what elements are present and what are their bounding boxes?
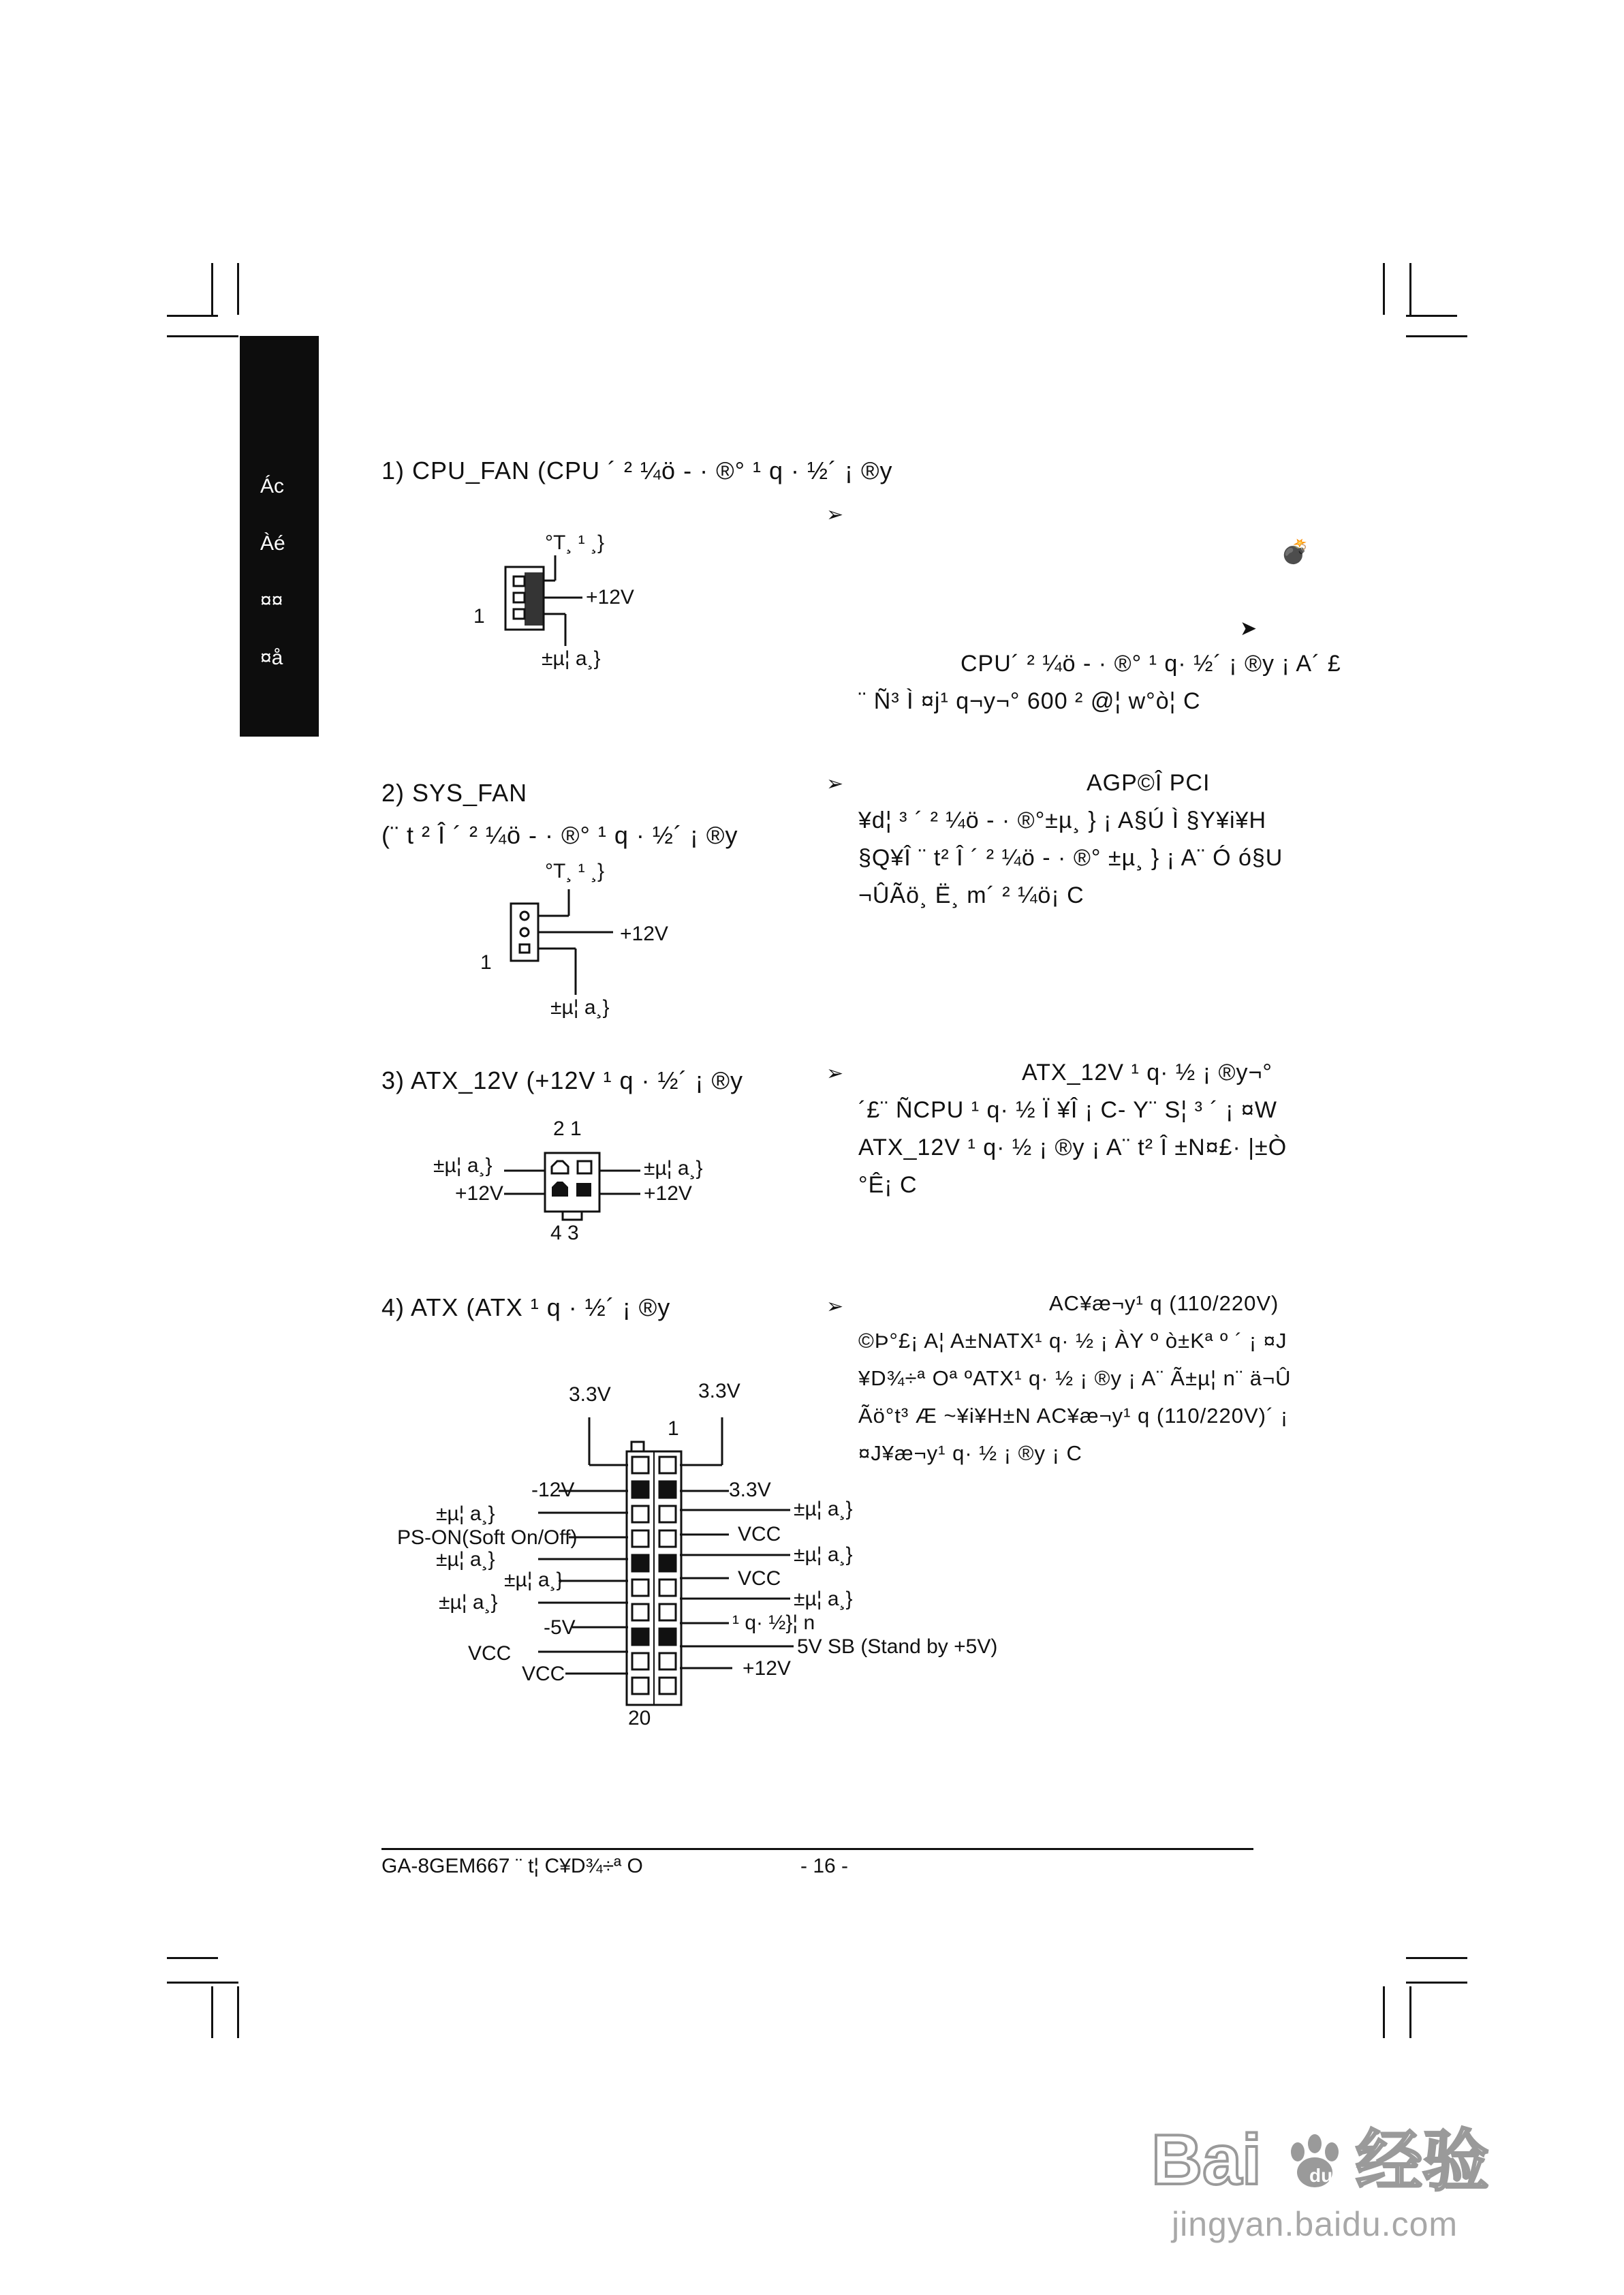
- sidebar-label: ¤å: [260, 647, 283, 669]
- pin-numbers-top: 2 1: [553, 1118, 582, 1140]
- section-heading: 4) ATX (ATX ¹ q · ½´ ¡ ®y: [381, 1293, 671, 1321]
- ground-pin-label: ±µ¦ a¸}: [644, 1157, 703, 1180]
- crop-mark: [1406, 1957, 1467, 1959]
- sidebar-label: Ác: [260, 475, 285, 497]
- note-line: CPU´ ² ¼ö - · ®° ¹ q· ½´ ¡ ®y ¡ A´ £: [961, 651, 1341, 677]
- note-arrow-icon: ➢: [826, 504, 844, 526]
- atx-right-label: ±µ¦ a¸}: [794, 1498, 853, 1520]
- svg-text:du: du: [1309, 2165, 1333, 2186]
- atx-left-label: PS-ON(Soft On/Off): [397, 1526, 578, 1549]
- note-line: ¤J¥æ¬y¹ q· ½ ¡ ®y ¡ C: [858, 1441, 1082, 1465]
- svg-text:经验: 经验: [1356, 2123, 1490, 2198]
- atx-right-label: ¹ q· ½}¦ n: [732, 1612, 815, 1634]
- power-pin-label: +12V: [455, 1182, 503, 1205]
- warning-bomb-icon: 💣: [1281, 539, 1310, 565]
- atx-pin: [632, 1629, 649, 1645]
- section-heading: 3) ATX_12V (+12V ¹ q · ½´ ¡ ®y: [381, 1066, 744, 1094]
- note-line: °Ê¡ C: [858, 1172, 918, 1198]
- atx-left-label: ±µ¦ a¸}: [439, 1591, 498, 1614]
- atx-right-label: 5V SB (Stand by +5V): [797, 1635, 998, 1658]
- crop-mark: [1409, 263, 1411, 315]
- note-line: ©Þ°£¡ A¦ A±NATX¹ q· ½ ¡ ÀY º ò±Kª º ´ ¡ ¤J: [858, 1329, 1287, 1353]
- atx-pin: [632, 1580, 649, 1596]
- note-arrow-icon: ➢: [826, 1062, 844, 1085]
- note-arrow-icon: ➢: [826, 773, 844, 795]
- power-pin-label: +12V: [586, 586, 634, 609]
- atx-left-label: -12V: [531, 1479, 575, 1501]
- crop-mark: [1406, 335, 1467, 337]
- atx-pin-twenty-label: 20: [628, 1707, 651, 1729]
- svg-text:Bai: Bai: [1151, 2121, 1262, 2200]
- atx-pin: [659, 1506, 676, 1522]
- crop-mark: [167, 1957, 218, 1959]
- note-line: ¥D¾÷ª Oª ºATX¹ q· ½ ¡ ®y ¡ A¨ Ã±µ¦ n¨ ä¬Û: [858, 1366, 1292, 1390]
- note-line: AGP©Î PCI: [1087, 770, 1211, 796]
- section-subheading: (¨ t ² Î ´ ² ¼ö - · ®° ¹ q · ½´ ¡ ®y: [381, 821, 738, 849]
- atx-right-label: VCC: [738, 1567, 781, 1590]
- note-line: ¥d¦ ³ ´ ² ¼ö - · ®°±µ¸ } ¡ A§Ú Ì §Y¥i¥H: [858, 807, 1267, 833]
- atx-left-label: ±µ¦ a¸}: [436, 1548, 495, 1571]
- crop-mark: [211, 1986, 213, 2038]
- atx-right-label: VCC: [738, 1523, 781, 1545]
- atx-pin: [659, 1580, 676, 1596]
- signal-pin-label: °T¸ ¹ ¸}: [545, 532, 604, 554]
- atx-left-label: ±µ¦ a¸}: [504, 1569, 563, 1591]
- crop-mark: [167, 1982, 238, 1984]
- atx-left-label: VCC: [522, 1663, 565, 1685]
- chapter-sidebar: [240, 336, 319, 737]
- note-arrow-icon: ➢: [826, 1295, 844, 1318]
- atx-right-label: ±µ¦ a¸}: [794, 1588, 853, 1610]
- note-line: ¬ÛÃö¸ Ë¸ m´ ² ¼ö¡ C: [858, 882, 1084, 908]
- ground-pin-label: ±µ¦ a¸}: [542, 647, 601, 670]
- atx-right-label: 3.3V: [729, 1479, 771, 1501]
- atx-top-right-label: 3.3V: [698, 1380, 740, 1402]
- signal-pin-label: °T¸ ¹ ¸}: [545, 860, 604, 882]
- note-line: ¨ Ñ³ Ì ¤j¹ q¬y¬° 600 ² @¦ w°ò¦ C: [858, 688, 1201, 714]
- ground-pin-label: ±µ¦ a¸}: [433, 1154, 493, 1177]
- ground-pin-label: ±µ¦ a¸}: [550, 996, 610, 1019]
- crop-mark: [237, 263, 239, 315]
- atx-left-label: -5V: [544, 1616, 576, 1639]
- footer-title: GA-8GEM667 ¨ t¦ C¥D¾÷ª O: [381, 1855, 643, 1877]
- atx-pin: [632, 1604, 649, 1620]
- note-line: §Q¥Î ¨ t² Î ´ ² ¼ö - · ®° ±µ¸ } ¡ A¨ Ó ó§U: [858, 845, 1283, 871]
- pin-one-label: 1: [480, 951, 492, 974]
- atx-pin: [659, 1629, 676, 1645]
- footer-rule: [381, 1848, 1253, 1850]
- section-heading: 1) CPU_FAN (CPU ´ ² ¼ö - · ®° ¹ q · ½´ ¡ ®y: [381, 457, 893, 484]
- crop-mark: [167, 335, 238, 337]
- power-pin-label: +12V: [644, 1182, 692, 1205]
- crop-mark: [1383, 1986, 1385, 2038]
- note-line: ´£¨ ÑCPU ¹ q· ½ Ï ¥Î ¡ C- Y¨ S¦ ³ ´ ¡ ¤W: [858, 1097, 1277, 1123]
- watermark-url: jingyan.baidu.com: [1172, 2205, 1458, 2243]
- crop-mark: [1409, 1986, 1411, 2038]
- atx-pin-one-label: 1: [668, 1417, 679, 1440]
- note-line: ATX_12V ¹ q· ½ ¡ ®y ¡ A¨ t² Î ±N¤£· |±Ò: [858, 1135, 1287, 1160]
- crop-mark: [1406, 1982, 1467, 1984]
- atx-pin: [632, 1530, 649, 1547]
- atx12v-connector-diagram: [504, 1145, 640, 1233]
- baidu-logo-watermark: [1151, 2119, 1560, 2204]
- atx-pin: [659, 1678, 676, 1694]
- atx-pin: [632, 1555, 649, 1571]
- atx-pin: [632, 1506, 649, 1522]
- atx-top-left-label: 3.3V: [569, 1383, 611, 1406]
- atx-pin: [659, 1457, 676, 1473]
- atx-pin: [632, 1678, 649, 1694]
- crop-mark: [167, 315, 218, 317]
- atx-pin: [632, 1481, 649, 1498]
- pin-one-label: 1: [473, 605, 485, 628]
- atx-pin: [659, 1604, 676, 1620]
- crop-mark: [211, 263, 213, 315]
- atx-pin: [659, 1481, 676, 1498]
- pin-numbers-bottom: 4 3: [550, 1222, 579, 1244]
- power-pin-label: +12V: [620, 923, 668, 945]
- note-line: ATX_12V ¹ q· ½ ¡ ®y¬°: [1022, 1060, 1272, 1085]
- atx-left-label: ±µ¦ a¸}: [436, 1503, 495, 1525]
- note-line: Ãö°t³ Æ ~¥i¥H±N AC¥æ¬y¹ q (110/220V)´ ¡: [858, 1404, 1289, 1428]
- sidebar-label: ¤¤: [260, 589, 283, 612]
- crop-mark: [1406, 315, 1457, 317]
- pointer-icon: ➤: [1240, 617, 1258, 640]
- atx-pin: [659, 1653, 676, 1669]
- atx-pin: [659, 1530, 676, 1547]
- atx-left-label: VCC: [468, 1642, 512, 1665]
- atx-pin: [632, 1457, 649, 1473]
- crop-mark: [237, 1986, 239, 2038]
- page-number: - 16 -: [800, 1855, 849, 1877]
- note-line: AC¥æ¬y¹ q (110/220V): [1049, 1291, 1279, 1315]
- atx-pin: [659, 1555, 676, 1571]
- sidebar-label: Àé: [260, 532, 285, 555]
- atx-right-label: +12V: [743, 1657, 791, 1680]
- atx-right-label: ±µ¦ a¸}: [794, 1543, 853, 1566]
- section-heading: 2) SYS_FAN: [381, 779, 528, 807]
- crop-mark: [1383, 263, 1385, 315]
- atx-pin: [632, 1653, 649, 1669]
